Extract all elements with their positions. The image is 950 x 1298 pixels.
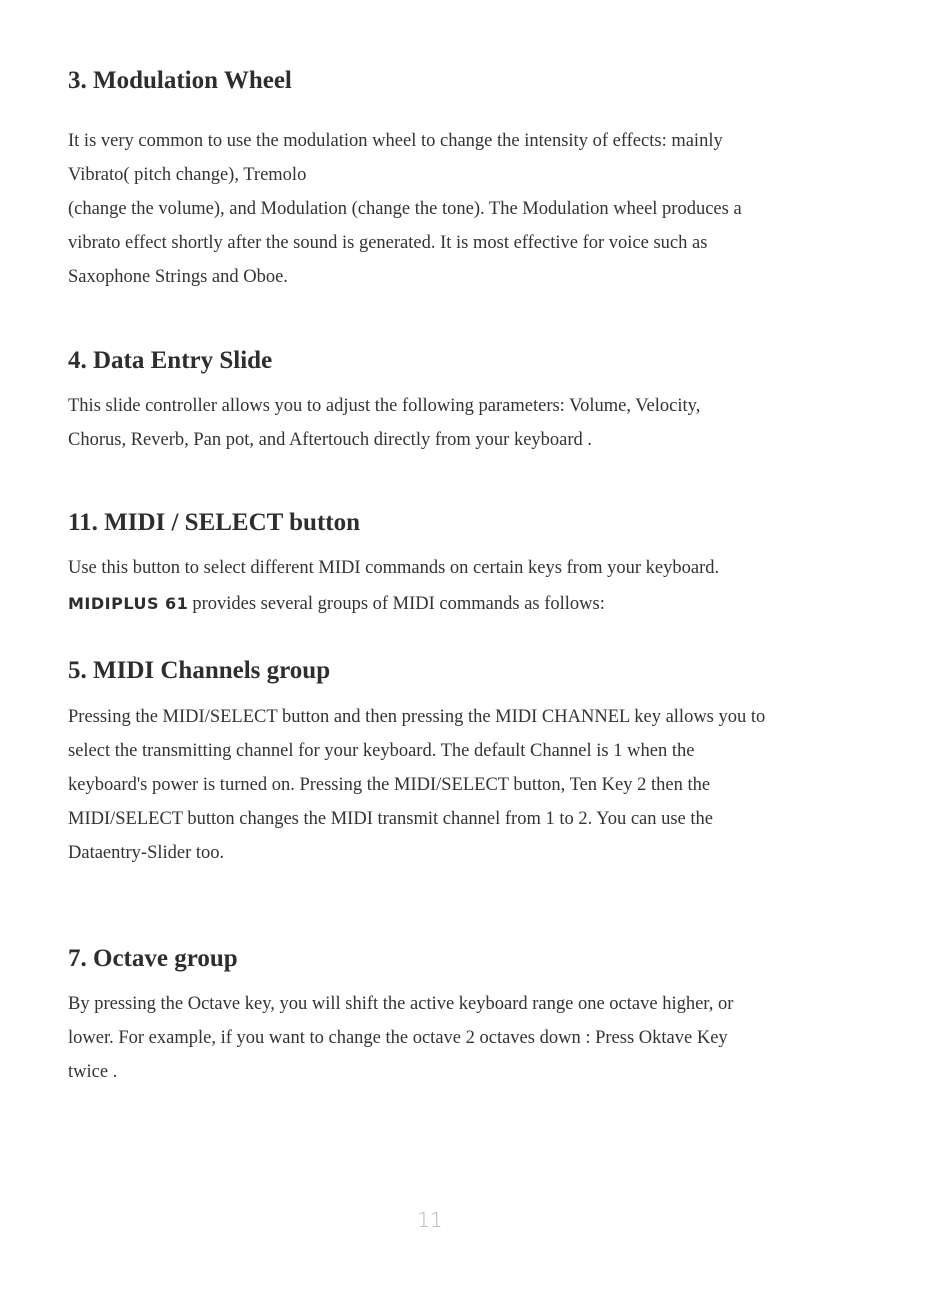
- text-line: select the transmitting channel for your keyboard. The default Channel is 1 when the: [68, 741, 695, 761]
- heading-midi-channels-group: 5. MIDI Channels group: [68, 657, 331, 684]
- text-line: By pressing the Octave key, you will shift the active keyboard range one octave higher, or: [68, 994, 734, 1014]
- heading-midi-select-button: 11. MIDI / SELECT button: [68, 509, 360, 536]
- heading-octave-group: 7. Octave group: [68, 945, 238, 972]
- paragraph-midi-channels: [68, 700, 808, 870]
- text-line: Dataentry-Slider too.: [68, 843, 225, 863]
- heading-modulation-wheel: 3. Modulation Wheel: [68, 67, 292, 94]
- text-line: Saxophone Strings and Oboe.: [68, 267, 288, 287]
- text-line: keyboard's power is turned on. Pressing the MIDI/SELECT button, Ten Key 2 then the: [68, 775, 711, 795]
- text-line: [68, 587, 808, 621]
- text-line: twice .: [68, 1062, 118, 1082]
- page-number: 11: [417, 1208, 443, 1232]
- text-line: Chorus, Reverb, Pan pot, and Aftertouch directly from your keyboard .: [68, 430, 593, 450]
- midiplus-logo: MIDIPLUS 61: [68, 594, 189, 613]
- paragraph-modulation-wheel: [68, 124, 808, 294]
- text-line: MIDI/SELECT button changes the MIDI transmit channel from 1 to 2. You can use the: [68, 809, 713, 829]
- text-line: vibrato effect shortly after the sound is generated. It is most effective for voice such as: [68, 233, 708, 253]
- text-line: Vibrato( pitch change), Tremolo: [68, 165, 307, 185]
- heading-data-entry-slide: 4. Data Entry Slide: [68, 347, 273, 374]
- text-line: Use this button to select different MIDI commands on certain keys from your keyboard.: [68, 558, 720, 578]
- text-line: lower. For example, if you want to change the octave 2 octaves down : Press Oktave Key: [68, 1028, 728, 1048]
- brand-line-text: provides several groups of MIDI commands as follows:: [192, 594, 605, 614]
- text-line: It is very common to use the modulation wheel to change the intensity of effects: mainly: [68, 131, 723, 151]
- paragraph-data-entry-slide: [68, 389, 808, 457]
- text-line: This slide controller allows you to adjust the following parameters: Volume, Velocity,: [68, 396, 701, 416]
- text-line: (change the volume), and Modulation (change the tone). The Modulation wheel produces a: [68, 199, 742, 219]
- text-line: Pressing the MIDI/SELECT button and then pressing the MIDI CHANNEL key allows you to: [68, 707, 766, 727]
- paragraph-octave-group: [68, 987, 808, 1089]
- paragraph-midi-select: [68, 551, 808, 621]
